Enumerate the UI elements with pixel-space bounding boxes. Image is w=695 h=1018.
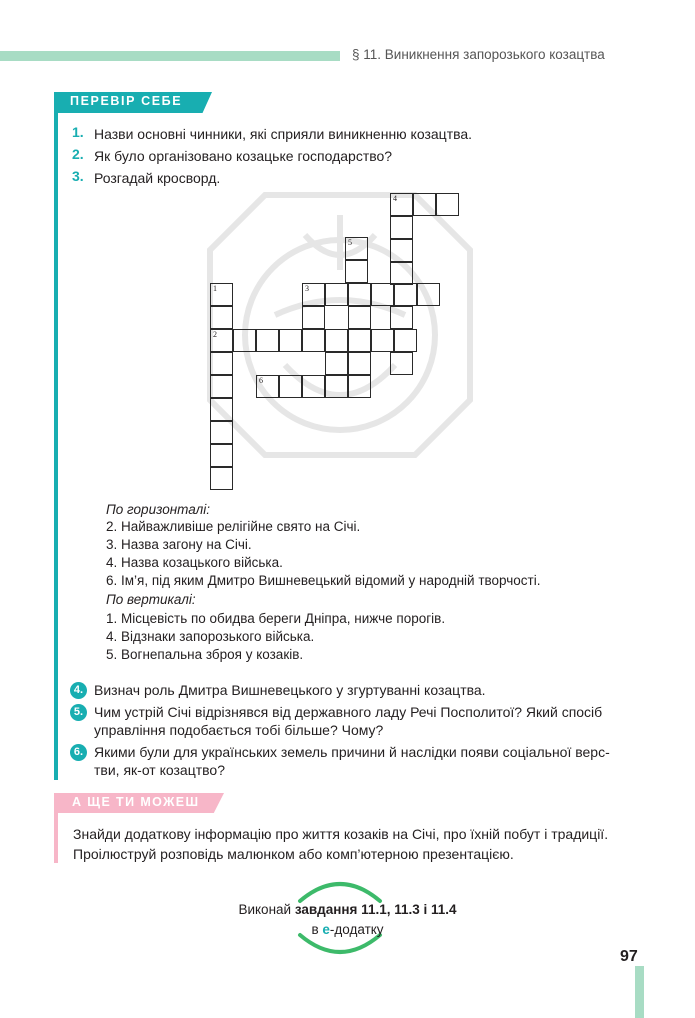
question-text: Розгадай кросворд.	[94, 170, 221, 186]
crossword-cell[interactable]	[210, 398, 233, 421]
crossword-cell[interactable]	[371, 329, 394, 352]
clue-horizontal: 3. Назва загону на Січі.	[106, 537, 252, 552]
crossword-cell[interactable]	[279, 375, 302, 398]
advanced-question-badge: 4.	[70, 682, 87, 699]
clues-vertical-heading: По вертикалі:	[106, 592, 196, 607]
page-number: 97	[620, 948, 638, 965]
question-text: Як було організовано козацьке господарство?	[94, 148, 393, 164]
crossword-cell[interactable]	[302, 306, 325, 329]
crossword-cell[interactable]	[325, 329, 348, 352]
clue-horizontal: 4. Назва козацького війська.	[106, 555, 283, 570]
task-arc-decor	[290, 873, 390, 963]
task-line2-suffix: -додатку	[329, 922, 384, 937]
crossword-number: 5	[348, 238, 352, 247]
advanced-question-text: управління подобається тобі більше? Чому?	[94, 722, 384, 738]
extra-text-line: Проілюструй розповідь малюнком або комп’ютерною презентацією.	[73, 846, 514, 862]
crossword-cell[interactable]	[390, 193, 413, 216]
crossword-cell[interactable]	[345, 260, 368, 283]
crossword-number: 2	[213, 330, 217, 339]
e-letter: е	[322, 922, 330, 937]
crossword-cell[interactable]	[390, 216, 413, 239]
advanced-question-text: Якими були для українських земель причини й наслідки появи соціальної верс-	[94, 744, 610, 760]
task-e-supplement	[0, 922, 695, 937]
crossword-cell[interactable]	[279, 329, 302, 352]
clue-vertical: 1. Місцевість по обидва береги Дніпра, нижче порогів.	[106, 611, 446, 626]
check-section-line	[54, 100, 58, 780]
crossword-cell[interactable]	[417, 283, 440, 306]
crossword-cell[interactable]	[233, 329, 256, 352]
task-numbers: завдання 11.1, 11.3 і 11.4	[294, 902, 457, 917]
header-decor-bar	[0, 51, 340, 61]
crossword-cell[interactable]	[210, 306, 233, 329]
crossword-number: 4	[393, 194, 397, 203]
crossword-cell[interactable]	[390, 352, 413, 375]
crossword-cell[interactable]	[210, 375, 233, 398]
crossword-cell[interactable]	[302, 329, 325, 352]
question-number: 1.	[72, 124, 84, 140]
question-number: 3.	[72, 168, 84, 184]
task-assignment	[0, 902, 695, 917]
crossword-cell[interactable]	[390, 262, 413, 285]
crossword-number: 3	[305, 284, 309, 293]
crossword-cell[interactable]	[325, 352, 348, 375]
crossword-cell[interactable]	[256, 375, 279, 398]
advanced-question-text: Визнач роль Дмитра Вишневецького у згуртуванні козацтва.	[94, 682, 486, 698]
crossword-cell[interactable]	[348, 375, 371, 398]
crossword-cell[interactable]	[302, 283, 325, 306]
crossword-number: 6	[259, 376, 263, 385]
extra-section-title: А ЩЕ ТИ МОЖЕШ	[72, 795, 200, 809]
crossword-cell[interactable]	[394, 329, 417, 352]
advanced-question-text: тви, як-от козацтво?	[94, 762, 225, 778]
crossword-cell[interactable]	[210, 444, 233, 467]
crossword-cell[interactable]	[413, 193, 436, 216]
crossword-cell[interactable]	[390, 306, 413, 329]
clue-horizontal: 2. Найважливіше релігійне свято на Січі.	[106, 519, 361, 534]
clues-horizontal-heading: По горизонталі:	[106, 502, 210, 517]
crossword-cell[interactable]	[210, 283, 233, 306]
task-line2-prefix: в	[311, 922, 323, 937]
clue-vertical: 5. Вогнепальна зброя у козаків.	[106, 647, 304, 662]
crossword-cell[interactable]	[210, 352, 233, 375]
crossword-cell[interactable]	[348, 306, 371, 329]
crossword-cell[interactable]	[371, 283, 394, 306]
advanced-question-text: Чим устрій Січі відрізнявся від державного ладу Речі Посполитої? Який спосіб	[94, 704, 603, 720]
emblem-watermark	[195, 175, 485, 475]
crossword-cell[interactable]	[210, 329, 233, 352]
page-number-bar	[635, 966, 644, 1018]
crossword-cell[interactable]	[256, 329, 279, 352]
task-prefix: Виконай	[238, 902, 295, 917]
crossword-cell[interactable]	[348, 329, 371, 352]
clue-horizontal: 6. Ім’я, під яким Дмитро Вишневецький відомий у народній творчості.	[106, 573, 541, 588]
check-section-title: ПЕРЕВІР СЕБЕ	[70, 94, 183, 108]
crossword-number: 1	[213, 284, 217, 293]
crossword-cell[interactable]	[325, 283, 348, 306]
crossword-cell[interactable]	[210, 467, 233, 490]
crossword-cell[interactable]	[436, 193, 459, 216]
clue-vertical: 4. Відзнаки запорозького війська.	[106, 629, 315, 644]
advanced-question-badge: 6.	[70, 744, 87, 761]
question-text: Назви основні чинники, які сприяли виникненню козацтва.	[94, 126, 473, 142]
crossword-cell[interactable]	[345, 237, 368, 260]
advanced-question-badge: 5.	[70, 704, 87, 721]
crossword-cell[interactable]	[325, 375, 348, 398]
extra-text-line: Знайди додаткову інформацію про життя козаків на Січі, про їхній побут і традиції.	[73, 826, 609, 842]
crossword-cell[interactable]	[302, 375, 325, 398]
crossword-cell[interactable]	[394, 283, 417, 306]
crossword-cell[interactable]	[210, 421, 233, 444]
crossword-cell[interactable]	[390, 239, 413, 262]
crossword-cell[interactable]	[348, 352, 371, 375]
question-number: 2.	[72, 146, 84, 162]
crossword-cell[interactable]	[348, 283, 371, 306]
chapter-title: § 11. Виникнення запорозького козацтва	[352, 47, 605, 62]
